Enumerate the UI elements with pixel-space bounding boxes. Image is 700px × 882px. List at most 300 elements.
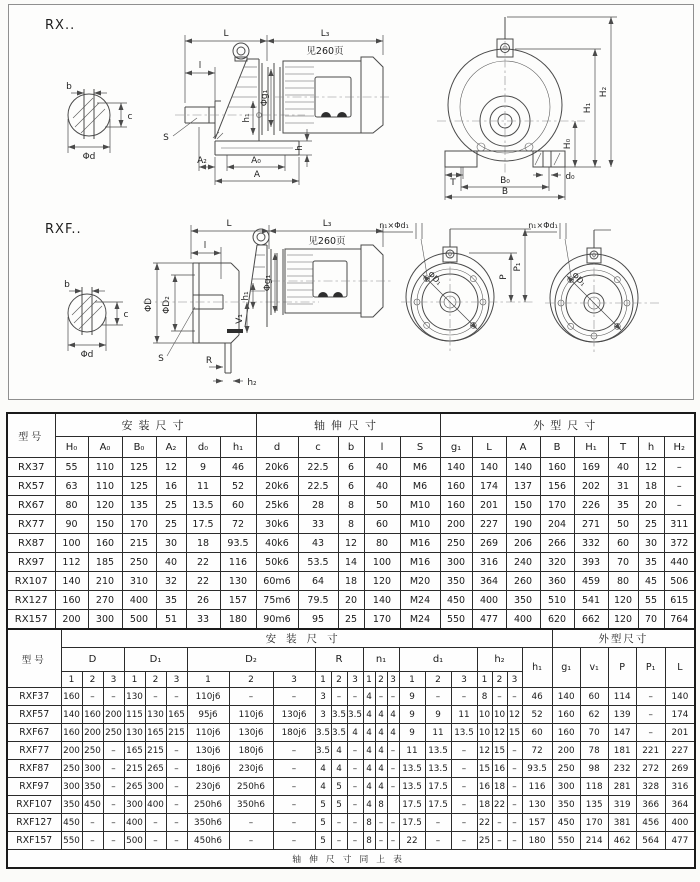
model-cell: RX37 [7, 458, 55, 477]
value-cell: – [166, 760, 187, 778]
value-cell: 15 [507, 724, 522, 742]
dim-group-header: D₁ [124, 648, 187, 672]
value-cell [387, 796, 399, 814]
col-header: l [364, 437, 400, 458]
value-cell: 215 [122, 534, 156, 553]
value-cell: 300 [82, 760, 103, 778]
value-cell: – [103, 760, 124, 778]
value-cell: 157 [522, 814, 552, 832]
value-cell: 3.5 [315, 724, 331, 742]
value-cell: 4 [375, 760, 387, 778]
value-cell: – [451, 778, 477, 796]
rx-label-d0: d₀ [565, 172, 575, 182]
model-cell: RXF127 [7, 814, 61, 832]
value-cell: 440 [664, 553, 695, 572]
col-header: A₂ [156, 437, 186, 458]
value-cell: – [82, 688, 103, 706]
value-cell: – [145, 688, 166, 706]
value-cell: 4 [363, 796, 375, 814]
value-cell: – [331, 814, 347, 832]
sub-col-header: 2 [331, 672, 347, 688]
table-row [7, 778, 695, 796]
value-cell: 165 [166, 706, 187, 724]
value-cell: 8 [477, 688, 492, 706]
rxf-label-l: l [203, 241, 207, 251]
value-cell: 6 [338, 458, 364, 477]
value-cell: 300 [440, 553, 472, 572]
value-cell: 332 [574, 534, 608, 553]
value-cell: 160 [61, 724, 82, 742]
value-cell: 764 [664, 610, 695, 630]
value-cell: 22 [186, 572, 220, 591]
value-cell: 137 [506, 477, 540, 496]
value-cell: 181 [608, 742, 636, 760]
value-cell: – [451, 742, 477, 760]
value-cell: – [103, 778, 124, 796]
value-cell: 95j6 [187, 706, 229, 724]
value-cell: 18 [492, 778, 507, 796]
value-cell: – [375, 688, 387, 706]
value-cell: 22 [399, 832, 425, 850]
value-cell: 215 [124, 760, 145, 778]
value-cell: – [387, 760, 399, 778]
model-cell: RXF37 [7, 688, 61, 706]
model-cell: RX97 [7, 553, 55, 572]
value-cell: 450 [82, 796, 103, 814]
value-cell: 541 [574, 591, 608, 610]
value-cell: 18 [186, 534, 220, 553]
value-cell: – [507, 760, 522, 778]
value-cell: 350 [440, 572, 472, 591]
value-cell: 250 [61, 760, 82, 778]
value-cell: 70 [580, 724, 608, 742]
value-cell: 400 [472, 591, 506, 610]
value-cell: 30 [156, 534, 186, 553]
value-cell: 4 [375, 778, 387, 796]
value-cell: 140 [55, 572, 88, 591]
model-cell: RX157 [7, 610, 55, 630]
value-cell: 250 [103, 724, 124, 742]
value-cell: 3.5 [331, 724, 347, 742]
col-header: S [400, 437, 440, 458]
value-cell: 17.5 [425, 796, 451, 814]
value-cell: 160 [88, 534, 122, 553]
value-cell: 40 [364, 458, 400, 477]
value-cell: 9 [425, 706, 451, 724]
value-cell: 35 [156, 591, 186, 610]
rx-label-A0: A₀ [251, 156, 261, 166]
rxf-label-S: S [158, 354, 164, 364]
value-cell: 118 [580, 778, 608, 796]
model-cell: RX127 [7, 591, 55, 610]
value-cell: – [103, 796, 124, 814]
value-cell: – [492, 832, 507, 850]
value-cell: M6 [400, 458, 440, 477]
value-cell: 4 [331, 760, 347, 778]
value-cell: M24 [400, 591, 440, 610]
value-cell: 8 [363, 832, 375, 850]
col-header: H₁ [574, 437, 608, 458]
table-row [7, 572, 695, 591]
value-cell: 125 [122, 477, 156, 496]
value-cell: 60 [608, 534, 638, 553]
value-cell: – [273, 832, 315, 850]
value-cell: M10 [400, 515, 440, 534]
value-cell: 180 [220, 610, 256, 630]
value-cell: 206 [506, 534, 540, 553]
value-cell: 135 [122, 496, 156, 515]
rx-label-S: S [163, 133, 169, 143]
value-cell: 25 [477, 832, 492, 850]
value-cell: 400 [122, 591, 156, 610]
value-cell: 13.5 [399, 778, 425, 796]
value-cell: 52 [522, 706, 552, 724]
value-cell: 260 [506, 572, 540, 591]
value-cell: 215 [166, 724, 187, 742]
rxf-flange-view-1 [377, 221, 533, 353]
value-cell: 13.5 [451, 724, 477, 742]
value-cell: 98 [580, 760, 608, 778]
value-cell: 450h6 [187, 832, 229, 850]
value-cell: 114 [608, 688, 636, 706]
value-cell: 130 [124, 724, 145, 742]
value-cell: 266 [540, 534, 574, 553]
value-cell: – [273, 688, 315, 706]
value-cell: – [451, 832, 477, 850]
rxf-label-h1: h₁ [241, 291, 251, 301]
value-cell: 25 [638, 515, 664, 534]
value-cell: 12 [477, 742, 492, 760]
table-row [7, 760, 695, 778]
col-header: P₁ [636, 648, 665, 688]
value-cell: 12 [492, 724, 507, 742]
col-header: T [608, 437, 638, 458]
rx-label-T: T [450, 178, 456, 188]
value-cell: 10 [477, 706, 492, 724]
value-cell: 170 [580, 814, 608, 832]
value-cell: 550 [552, 832, 580, 850]
value-cell: 165 [145, 724, 166, 742]
value-cell: M10 [400, 496, 440, 515]
rxf-dimension-table [6, 628, 696, 869]
value-cell: 140 [552, 688, 580, 706]
value-cell: – [166, 814, 187, 832]
value-cell: – [331, 832, 347, 850]
value-cell: 381 [608, 814, 636, 832]
value-cell: 160 [82, 706, 103, 724]
value-cell: 60 [220, 496, 256, 515]
value-cell: 250h6 [187, 796, 229, 814]
dim-group-header: n₁ [363, 648, 399, 672]
value-cell: 140 [440, 458, 472, 477]
value-cell: 35 [638, 553, 664, 572]
value-cell: 95 [298, 610, 338, 630]
value-cell: 316 [665, 778, 695, 796]
value-cell: – [166, 778, 187, 796]
value-cell: – [166, 796, 187, 814]
value-cell: 64 [298, 572, 338, 591]
value-cell: – [507, 796, 522, 814]
value-cell: 250 [82, 742, 103, 760]
value-cell: 4 [347, 724, 363, 742]
sub-col-header: 3 [507, 672, 522, 688]
value-cell: – [664, 477, 695, 496]
col-header: B₀ [122, 437, 156, 458]
value-cell: 26 [186, 591, 220, 610]
value-cell: – [636, 706, 665, 724]
value-cell: – [492, 814, 507, 832]
dim-group-header: h₂ [477, 648, 522, 672]
value-cell: 5 [331, 796, 347, 814]
value-cell: – [229, 832, 273, 850]
value-cell: 18 [638, 477, 664, 496]
value-cell: 3.5 [347, 706, 363, 724]
value-cell: – [451, 814, 477, 832]
value-cell: 116 [220, 553, 256, 572]
value-cell: 120 [88, 496, 122, 515]
table-row [7, 534, 695, 553]
value-cell: 160 [55, 591, 88, 610]
value-cell: 75m6 [256, 591, 298, 610]
value-cell: 25k6 [256, 496, 298, 515]
mount-group-header: 安装尺寸 [61, 629, 552, 648]
col-header: H₀ [55, 437, 88, 458]
table-footer-row [7, 850, 695, 869]
value-cell: 200 [440, 515, 472, 534]
value-cell: 4 [363, 778, 375, 796]
value-cell: – [229, 814, 273, 832]
value-cell: 120 [364, 572, 400, 591]
value-cell: 4 [315, 760, 331, 778]
model-cell: RXF157 [7, 832, 61, 850]
rxf-shaft-section [64, 280, 128, 360]
value-cell: – [347, 688, 363, 706]
value-cell: 130j6 [273, 706, 315, 724]
value-cell: 4 [363, 724, 375, 742]
value-cell: 8 [375, 796, 387, 814]
value-cell: 240 [506, 553, 540, 572]
value-cell: 130 [522, 796, 552, 814]
value-cell: 4 [375, 742, 387, 760]
value-cell: 130 [220, 572, 256, 591]
rx-label-c: c [127, 112, 133, 122]
sub-col-header: 2 [82, 672, 103, 688]
value-cell: 22 [492, 796, 507, 814]
col-header: g₁ [552, 648, 580, 688]
value-cell: 31 [608, 477, 638, 496]
value-cell: 110j6 [187, 724, 229, 742]
sub-col-header: 2 [145, 672, 166, 688]
value-cell: 17.5 [425, 778, 451, 796]
value-cell: 20k6 [256, 458, 298, 477]
value-cell: 160 [552, 706, 580, 724]
rx-shaft-section [66, 82, 132, 162]
value-cell: 18 [338, 572, 364, 591]
value-cell: 310 [122, 572, 156, 591]
value-cell: 350 [552, 796, 580, 814]
value-cell: 620 [540, 610, 574, 630]
value-cell: 272 [636, 760, 665, 778]
value-cell: 160 [61, 688, 82, 706]
value-cell: 110 [88, 477, 122, 496]
value-cell: 506 [664, 572, 695, 591]
value-cell: 93.5 [220, 534, 256, 553]
value-cell: 456 [636, 814, 665, 832]
value-cell: – [103, 742, 124, 760]
rxf-label-L: L [226, 219, 232, 229]
model-cell: RXF57 [7, 706, 61, 724]
rxf-label-P: P [499, 274, 509, 280]
value-cell: 46 [220, 458, 256, 477]
value-cell: 8 [338, 496, 364, 515]
value-cell: – [166, 688, 187, 706]
value-cell: 201 [665, 724, 695, 742]
value-cell: 60 [364, 515, 400, 534]
value-cell: – [82, 814, 103, 832]
sub-col-header: 1 [477, 672, 492, 688]
rx-label-A: A [253, 170, 261, 180]
col-header: A [506, 437, 540, 458]
value-cell: 400 [506, 610, 540, 630]
value-cell: 130j6 [187, 742, 229, 760]
value-cell: 52 [220, 477, 256, 496]
sub-col-header: 1 [315, 672, 331, 688]
value-cell: 221 [636, 742, 665, 760]
table-row [7, 796, 695, 814]
value-cell: 170 [122, 515, 156, 534]
value-cell: – [145, 814, 166, 832]
value-cell: 16 [156, 477, 186, 496]
value-cell: 200 [103, 706, 124, 724]
value-cell: 165 [124, 742, 145, 760]
value-cell: 160 [440, 477, 472, 496]
col-header: P [608, 648, 636, 688]
rxf-label-b: b [64, 280, 70, 290]
sub-col-header: 2 [492, 672, 507, 688]
drawings-panel [8, 4, 694, 400]
value-cell: 33 [186, 610, 220, 630]
value-cell: 55 [55, 458, 88, 477]
col-header: d₀ [186, 437, 220, 458]
value-cell: 20k6 [256, 477, 298, 496]
value-cell: 9 [399, 688, 425, 706]
value-cell: 4 [363, 760, 375, 778]
rxf-drawing [9, 201, 693, 399]
value-cell: 200 [552, 742, 580, 760]
value-cell: 100 [364, 553, 400, 572]
rx-side-view [163, 29, 391, 185]
dim-group-header: D [61, 648, 124, 672]
model-cell: RXF87 [7, 760, 61, 778]
value-cell: – [387, 814, 399, 832]
col-header: B [540, 437, 574, 458]
value-cell: 350 [61, 796, 82, 814]
value-cell: 90 [55, 515, 88, 534]
value-cell: 60 [522, 724, 552, 742]
rxf-flange-view-2 [526, 221, 661, 354]
value-cell: 169 [574, 458, 608, 477]
rx-drawing [9, 5, 693, 201]
value-cell: 615 [664, 591, 695, 610]
value-cell: – [375, 814, 387, 832]
value-cell: 20 [638, 496, 664, 515]
value-cell: 265 [124, 778, 145, 796]
table-row [7, 688, 695, 706]
value-cell: – [664, 496, 695, 515]
value-cell: 400 [665, 814, 695, 832]
value-cell: 30 [638, 534, 664, 553]
col-header: L [472, 437, 506, 458]
value-cell: 45 [638, 572, 664, 591]
rx-label-phi-g1: Φg₁ [260, 89, 270, 107]
value-cell: – [375, 832, 387, 850]
value-cell: 550 [440, 610, 472, 630]
value-cell: – [387, 778, 399, 796]
value-cell: 160 [440, 496, 472, 515]
value-cell: 500 [124, 832, 145, 850]
rx-label-B: B [501, 187, 509, 197]
sub-col-header: 3 [273, 672, 315, 688]
value-cell: 53.5 [298, 553, 338, 572]
model-column-header: 型号 [7, 413, 55, 458]
model-cell: RX77 [7, 515, 55, 534]
value-cell: 135 [580, 796, 608, 814]
table-row [7, 832, 695, 850]
value-cell: 110j6 [229, 706, 273, 724]
sub-col-header: 1 [61, 672, 82, 688]
value-cell: – [347, 796, 363, 814]
value-cell: 130 [145, 706, 166, 724]
value-cell: 550 [61, 832, 82, 850]
value-cell: 366 [636, 796, 665, 814]
value-cell: – [425, 688, 451, 706]
value-cell: 16 [492, 760, 507, 778]
value-cell: – [387, 742, 399, 760]
value-cell: 200 [55, 610, 88, 630]
value-cell: 60m6 [256, 572, 298, 591]
value-cell: – [451, 688, 477, 706]
value-cell: 3.5 [331, 706, 347, 724]
value-cell: 215 [145, 742, 166, 760]
value-cell: 90m6 [256, 610, 298, 630]
model-cell: RX57 [7, 477, 55, 496]
value-cell: 22.5 [298, 477, 338, 496]
value-cell: 9 [399, 724, 425, 742]
sub-col-header: 3 [103, 672, 124, 688]
value-cell: 174 [472, 477, 506, 496]
rxf-label-c: c [123, 310, 129, 320]
value-cell: 17.5 [399, 796, 425, 814]
value-cell: 55 [638, 591, 664, 610]
rxf-label-n1-phi-d1: n₁×Φd₁ [379, 221, 409, 230]
value-cell: – [273, 778, 315, 796]
value-cell: 269 [665, 760, 695, 778]
value-cell: 174 [665, 706, 695, 724]
value-cell: 50 [364, 496, 400, 515]
rx-label-h: h [295, 145, 305, 151]
value-cell: 350 [506, 591, 540, 610]
value-cell: 150 [506, 496, 540, 515]
value-cell: 230j6 [187, 778, 229, 796]
rxf-label-L3: L₃ [322, 219, 332, 229]
model-cell: RXF77 [7, 742, 61, 760]
value-cell: 4 [363, 706, 375, 724]
sub-col-header: 1 [187, 672, 229, 688]
value-cell: 250h6 [229, 778, 273, 796]
value-cell: 270 [88, 591, 122, 610]
value-cell: 214 [580, 832, 608, 850]
value-cell: 4 [375, 706, 387, 724]
